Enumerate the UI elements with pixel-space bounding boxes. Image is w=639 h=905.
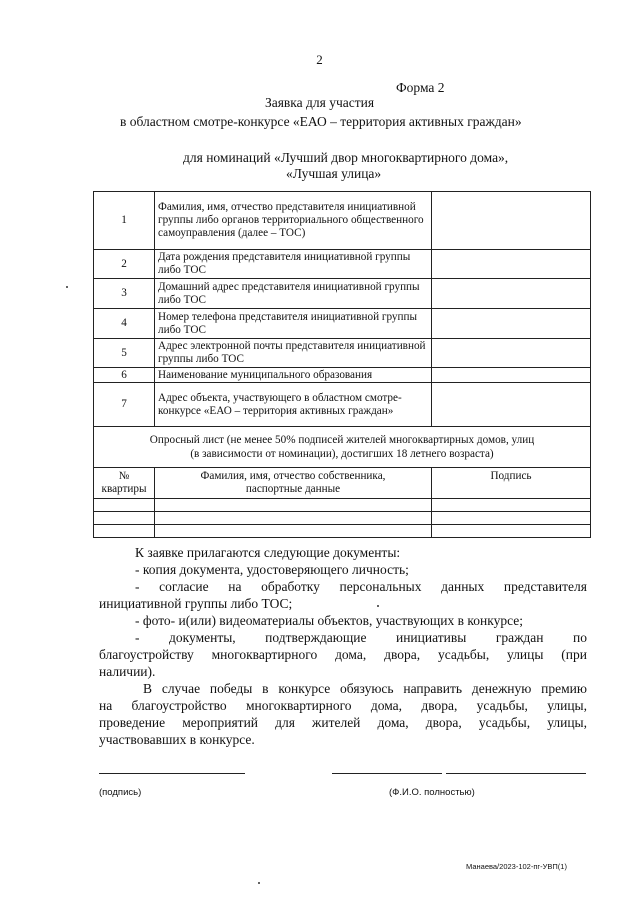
attachment-item-1: - копия документа, удостоверяющего личность;	[135, 562, 409, 577]
nomination-line-2: «Лучшая улица»	[286, 166, 382, 181]
form-label: Форма 2	[396, 80, 445, 95]
attachment-item-3: - фото- и(или) видеоматериалы объектов, участвующих в конкурсе;	[135, 613, 524, 628]
table-row	[94, 279, 591, 309]
pledge-line-4: участвовавших в конкурсе.	[99, 732, 255, 747]
signature-caption: (подпись)	[99, 787, 142, 798]
owner-header-line-1: Фамилия, имя, отчество собственника,	[200, 470, 386, 482]
survey-blank-row	[94, 511, 591, 524]
survey-blank-row	[94, 524, 591, 537]
scan-speck	[258, 882, 260, 884]
apartment-header-line-1: №	[118, 470, 130, 482]
row-label: Номер телефона представителя инициативной группы либо ТОС	[155, 309, 432, 339]
blank-cell[interactable]	[94, 498, 155, 511]
row-label: Адрес объекта, участвующего в областном смотре-конкурсе «ЕАО – территория активных граждан»	[155, 383, 432, 427]
row-value-cell[interactable]	[432, 192, 591, 250]
row-number: 2	[94, 250, 155, 279]
nomination-line-1: для номинаций «Лучший двор многоквартирного дома»,	[183, 150, 509, 165]
attachment-item-4-line-1: - документы, подтверждающие инициативы граждан по	[135, 630, 587, 645]
apartment-number-header	[94, 468, 155, 499]
survey-note-row	[94, 427, 591, 468]
name-line-right[interactable]	[446, 773, 586, 774]
row-value-cell[interactable]	[432, 309, 591, 339]
scan-speck	[66, 286, 68, 288]
attachment-item-4-line-3: наличии).	[99, 664, 156, 679]
row-label: Домашний адрес представителя инициативной группы либо ТОС	[155, 279, 432, 309]
page-number: 2	[316, 52, 323, 67]
row-number: 5	[94, 339, 155, 368]
table-row	[94, 192, 591, 250]
blank-cell[interactable]	[155, 498, 432, 511]
survey-header-row	[94, 468, 591, 499]
survey-note	[94, 427, 591, 468]
row-label: Фамилия, имя, отчество представителя инициативной группы либо органов территориального общественного самоуправления (далее – ТОС)	[155, 192, 432, 250]
scan-speck	[377, 605, 379, 607]
title-line-1: Заявка для участия	[264, 95, 375, 110]
name-line-left[interactable]	[332, 773, 442, 774]
table-row	[94, 368, 591, 383]
row-value-cell[interactable]	[432, 368, 591, 383]
attachments-intro: К заявке прилагаются следующие документы:	[135, 545, 401, 560]
row-label: Адрес электронной почты представителя инициативной группы либо ТОС	[155, 339, 432, 368]
row-label: Наименование муниципального образования	[155, 368, 432, 383]
row-number: 3	[94, 279, 155, 309]
row-value-cell[interactable]	[432, 250, 591, 279]
pledge-line-2: на благоустройство многоквартирного дома, двора, усадьбы, улицы,	[99, 698, 587, 713]
row-number: 7	[94, 383, 155, 427]
pledge-line-1: В случае победы в конкурсе обязуюсь направить денежную премию	[143, 681, 587, 696]
application-table	[93, 191, 591, 538]
apartment-header-line-2: квартиры	[101, 482, 147, 495]
blank-cell[interactable]	[94, 511, 155, 524]
attachment-item-2-line-1: - согласие на обработку персональных данных представителя	[135, 579, 587, 594]
document-footer-code: Манаева/2023-102-пг-УВП(1)	[466, 862, 567, 871]
table-row	[94, 250, 591, 279]
survey-note-line-2: (в зависимости от номинации), достигших 18 летнего возраста)	[190, 448, 494, 460]
row-value-cell[interactable]	[432, 279, 591, 309]
blank-cell[interactable]	[432, 498, 591, 511]
signature-line[interactable]	[99, 773, 245, 774]
signature-header: Подпись	[432, 468, 591, 499]
blank-cell[interactable]	[432, 511, 591, 524]
pledge-line-3: проведение мероприятий для жителей дома, двора, усадьбы, улицы,	[99, 715, 587, 730]
blank-cell[interactable]	[155, 511, 432, 524]
survey-blank-row	[94, 498, 591, 511]
row-number: 1	[94, 192, 155, 250]
attachment-item-2-line-2: инициативной группы либо ТОС;	[99, 596, 293, 611]
blank-cell[interactable]	[94, 524, 155, 537]
row-value-cell[interactable]	[432, 383, 591, 427]
row-value-cell[interactable]	[432, 339, 591, 368]
row-number: 4	[94, 309, 155, 339]
table-row	[94, 309, 591, 339]
blank-cell[interactable]	[432, 524, 591, 537]
blank-cell[interactable]	[155, 524, 432, 537]
table-row	[94, 339, 591, 368]
row-number: 6	[94, 368, 155, 383]
fio-caption: (Ф.И.О. полностью)	[389, 787, 475, 798]
owner-header-line-2: паспортные данные	[245, 482, 341, 495]
owner-name-header	[155, 468, 432, 499]
title-line-2: в областном смотре-конкурсе «ЕАО – территория активных граждан»	[120, 114, 522, 129]
survey-note-line-1: Опросный лист (не менее 50% подписей жителей многоквартирных домов, улиц	[149, 434, 535, 446]
attachment-item-4-line-2: благоустройству многоквартирного дома, двора, усадьбы, улицы (при	[99, 647, 587, 662]
table-row	[94, 383, 591, 427]
row-label: Дата рождения представителя инициативной группы либо ТОС	[155, 250, 432, 279]
